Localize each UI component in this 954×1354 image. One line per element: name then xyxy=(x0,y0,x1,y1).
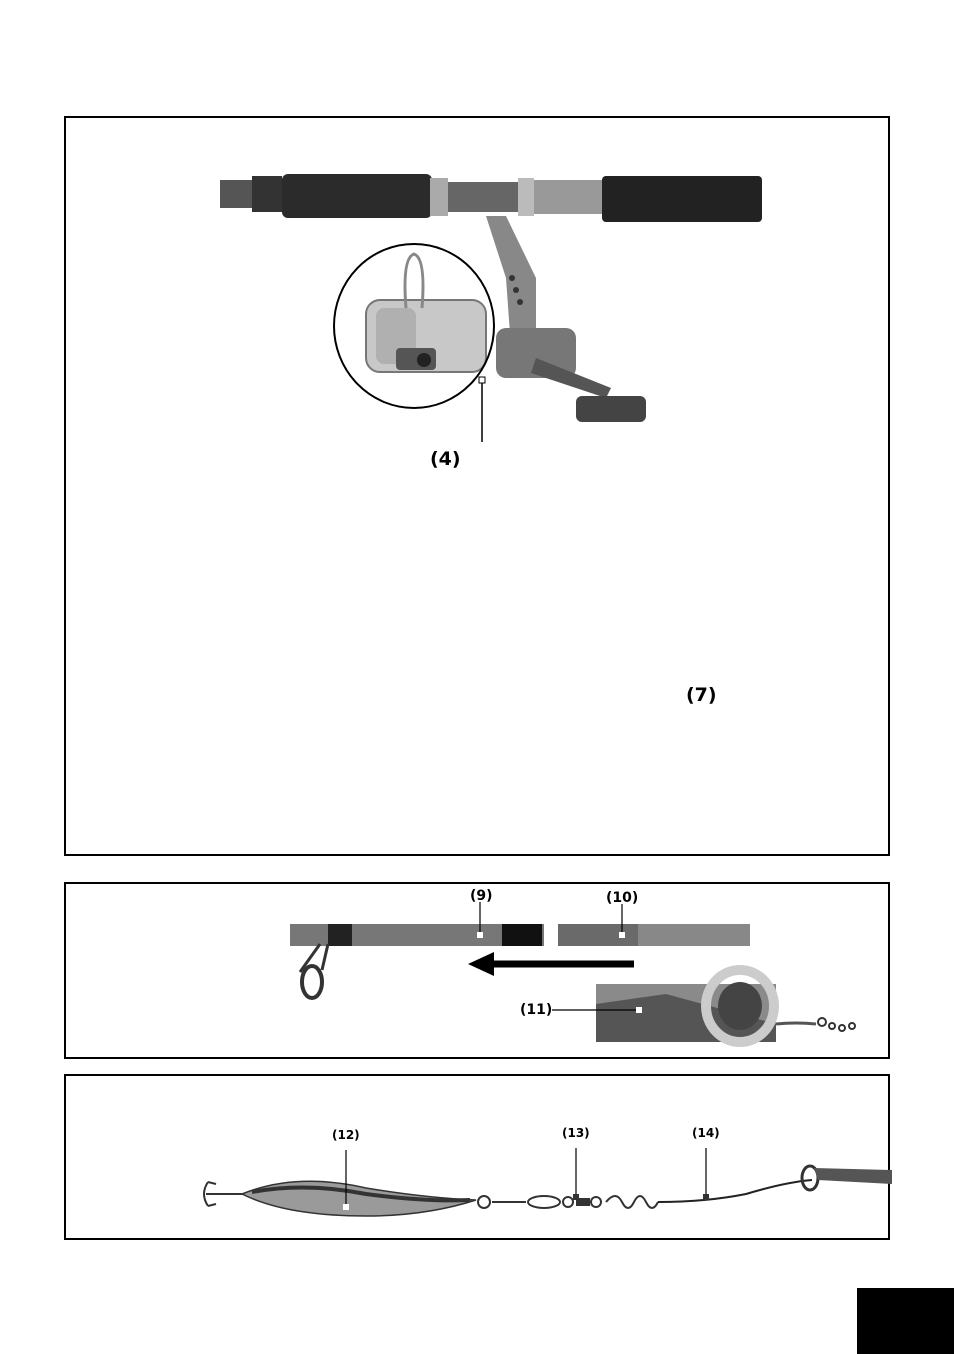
page-corner-tab xyxy=(857,1288,954,1354)
snap-swivel xyxy=(528,1196,560,1208)
reel-handle-knob xyxy=(576,396,646,422)
lure-callout-12: (12) xyxy=(332,1128,360,1142)
figure-rod-sections-panel xyxy=(64,882,890,1059)
rod-reel-illustration xyxy=(66,118,892,858)
callout-label-seven: (7) xyxy=(686,684,717,706)
guide-callout-11: (11) xyxy=(520,1002,553,1018)
reel-seat xyxy=(448,182,520,212)
figure-lure-rig-panel xyxy=(64,1074,890,1240)
lure-rig-illustration xyxy=(66,1076,892,1242)
rod-sections-illustration xyxy=(66,884,892,1061)
rod-grip-front xyxy=(602,176,762,222)
swivel-callout-13: (13) xyxy=(562,1126,590,1140)
reel-callout-label: (4) xyxy=(430,448,461,470)
section-callout-10: (10) xyxy=(606,890,639,906)
fishing-line xyxy=(658,1180,812,1202)
rod-tip-guide xyxy=(302,966,322,998)
section-callout-9: (9) xyxy=(470,888,493,904)
line-knot xyxy=(606,1196,658,1208)
line-callout-14: (14) xyxy=(692,1126,720,1140)
figure-rod-reel-panel xyxy=(64,116,890,856)
rod-grip-rear xyxy=(282,174,432,218)
